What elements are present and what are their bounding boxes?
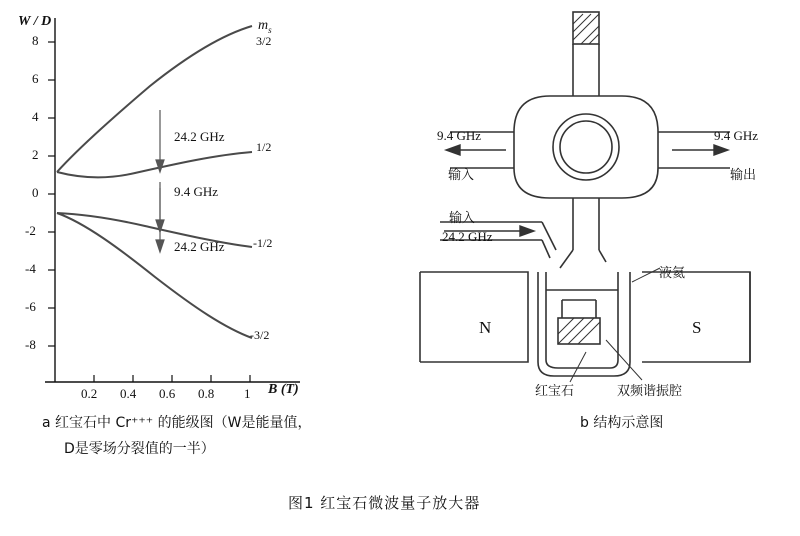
curve-ms-minus-3-2 — [57, 213, 252, 338]
label-in-top: 输入 — [448, 168, 475, 183]
y-tick-0: 0 — [32, 185, 39, 200]
label-freq-out-top: 9.4 GHz — [714, 128, 759, 143]
y-tick-minus-6: -6 — [25, 299, 36, 314]
label-in-pump: 输入 — [449, 211, 476, 226]
figure-caption: 图1 红宝石微波量子放大器 — [288, 494, 481, 512]
y-axis-title: W / D — [18, 14, 52, 29]
label-out-top: 输出 — [730, 168, 757, 183]
y-tick-minus-8: -8 — [25, 337, 36, 352]
curve-label-minus-3-2: -3/2 — [250, 328, 270, 342]
x-tick-0-2: 0.2 — [81, 386, 98, 401]
x-tick-1: 1 — [244, 386, 251, 401]
label-liquid-helium: 液氦 — [659, 266, 686, 281]
y-tick-minus-2: -2 — [25, 223, 36, 238]
curve-label-1-2: 1/2 — [256, 140, 272, 154]
curve-ms-3-2 — [57, 26, 252, 172]
x-tick-0-8: 0.8 — [198, 386, 215, 401]
y-tick-6: 6 — [32, 71, 39, 86]
transition-label-24-2-upper: 24.2 GHz — [174, 129, 225, 144]
y-tick-2: 2 — [32, 147, 39, 162]
label-cavity: 双频谐振腔 — [617, 384, 683, 399]
curve-label-minus-1-2: -1/2 — [253, 236, 273, 250]
label-ruby: 红宝石 — [535, 384, 575, 399]
curve-label-3-2: 3/2 — [256, 34, 272, 48]
label-freq-in-top: 9.4 GHz — [437, 128, 482, 143]
label-magnet-s: S — [692, 318, 702, 337]
label-freq-pump: 24.2 GHz — [442, 229, 493, 244]
panel-a-caption-line2: D是零场分裂值的一半） — [64, 441, 215, 457]
ms-label: $m_s$ — [258, 18, 272, 35]
label-magnet-n: N — [479, 318, 492, 337]
transition-label-9-4: 9.4 GHz — [174, 184, 219, 199]
transition-label-24-2-lower: 24.2 GHz — [174, 239, 225, 254]
curve-ms-1-2 — [57, 152, 252, 177]
x-axis-title: B (T) — [268, 382, 299, 397]
x-tick-0-4: 0.4 — [120, 386, 137, 401]
panel-a-plot — [0, 0, 420, 420]
x-tick-0-6: 0.6 — [159, 386, 176, 401]
panel-b-caption: b 结构示意图 — [580, 415, 664, 431]
panel-a-caption-line1: a 红宝石中 Cr⁺⁺⁺ 的能级图（W是能量值， — [42, 415, 312, 431]
y-tick-4: 4 — [32, 109, 39, 124]
y-tick-minus-4: -4 — [25, 261, 36, 276]
y-tick-8: 8 — [32, 33, 39, 48]
